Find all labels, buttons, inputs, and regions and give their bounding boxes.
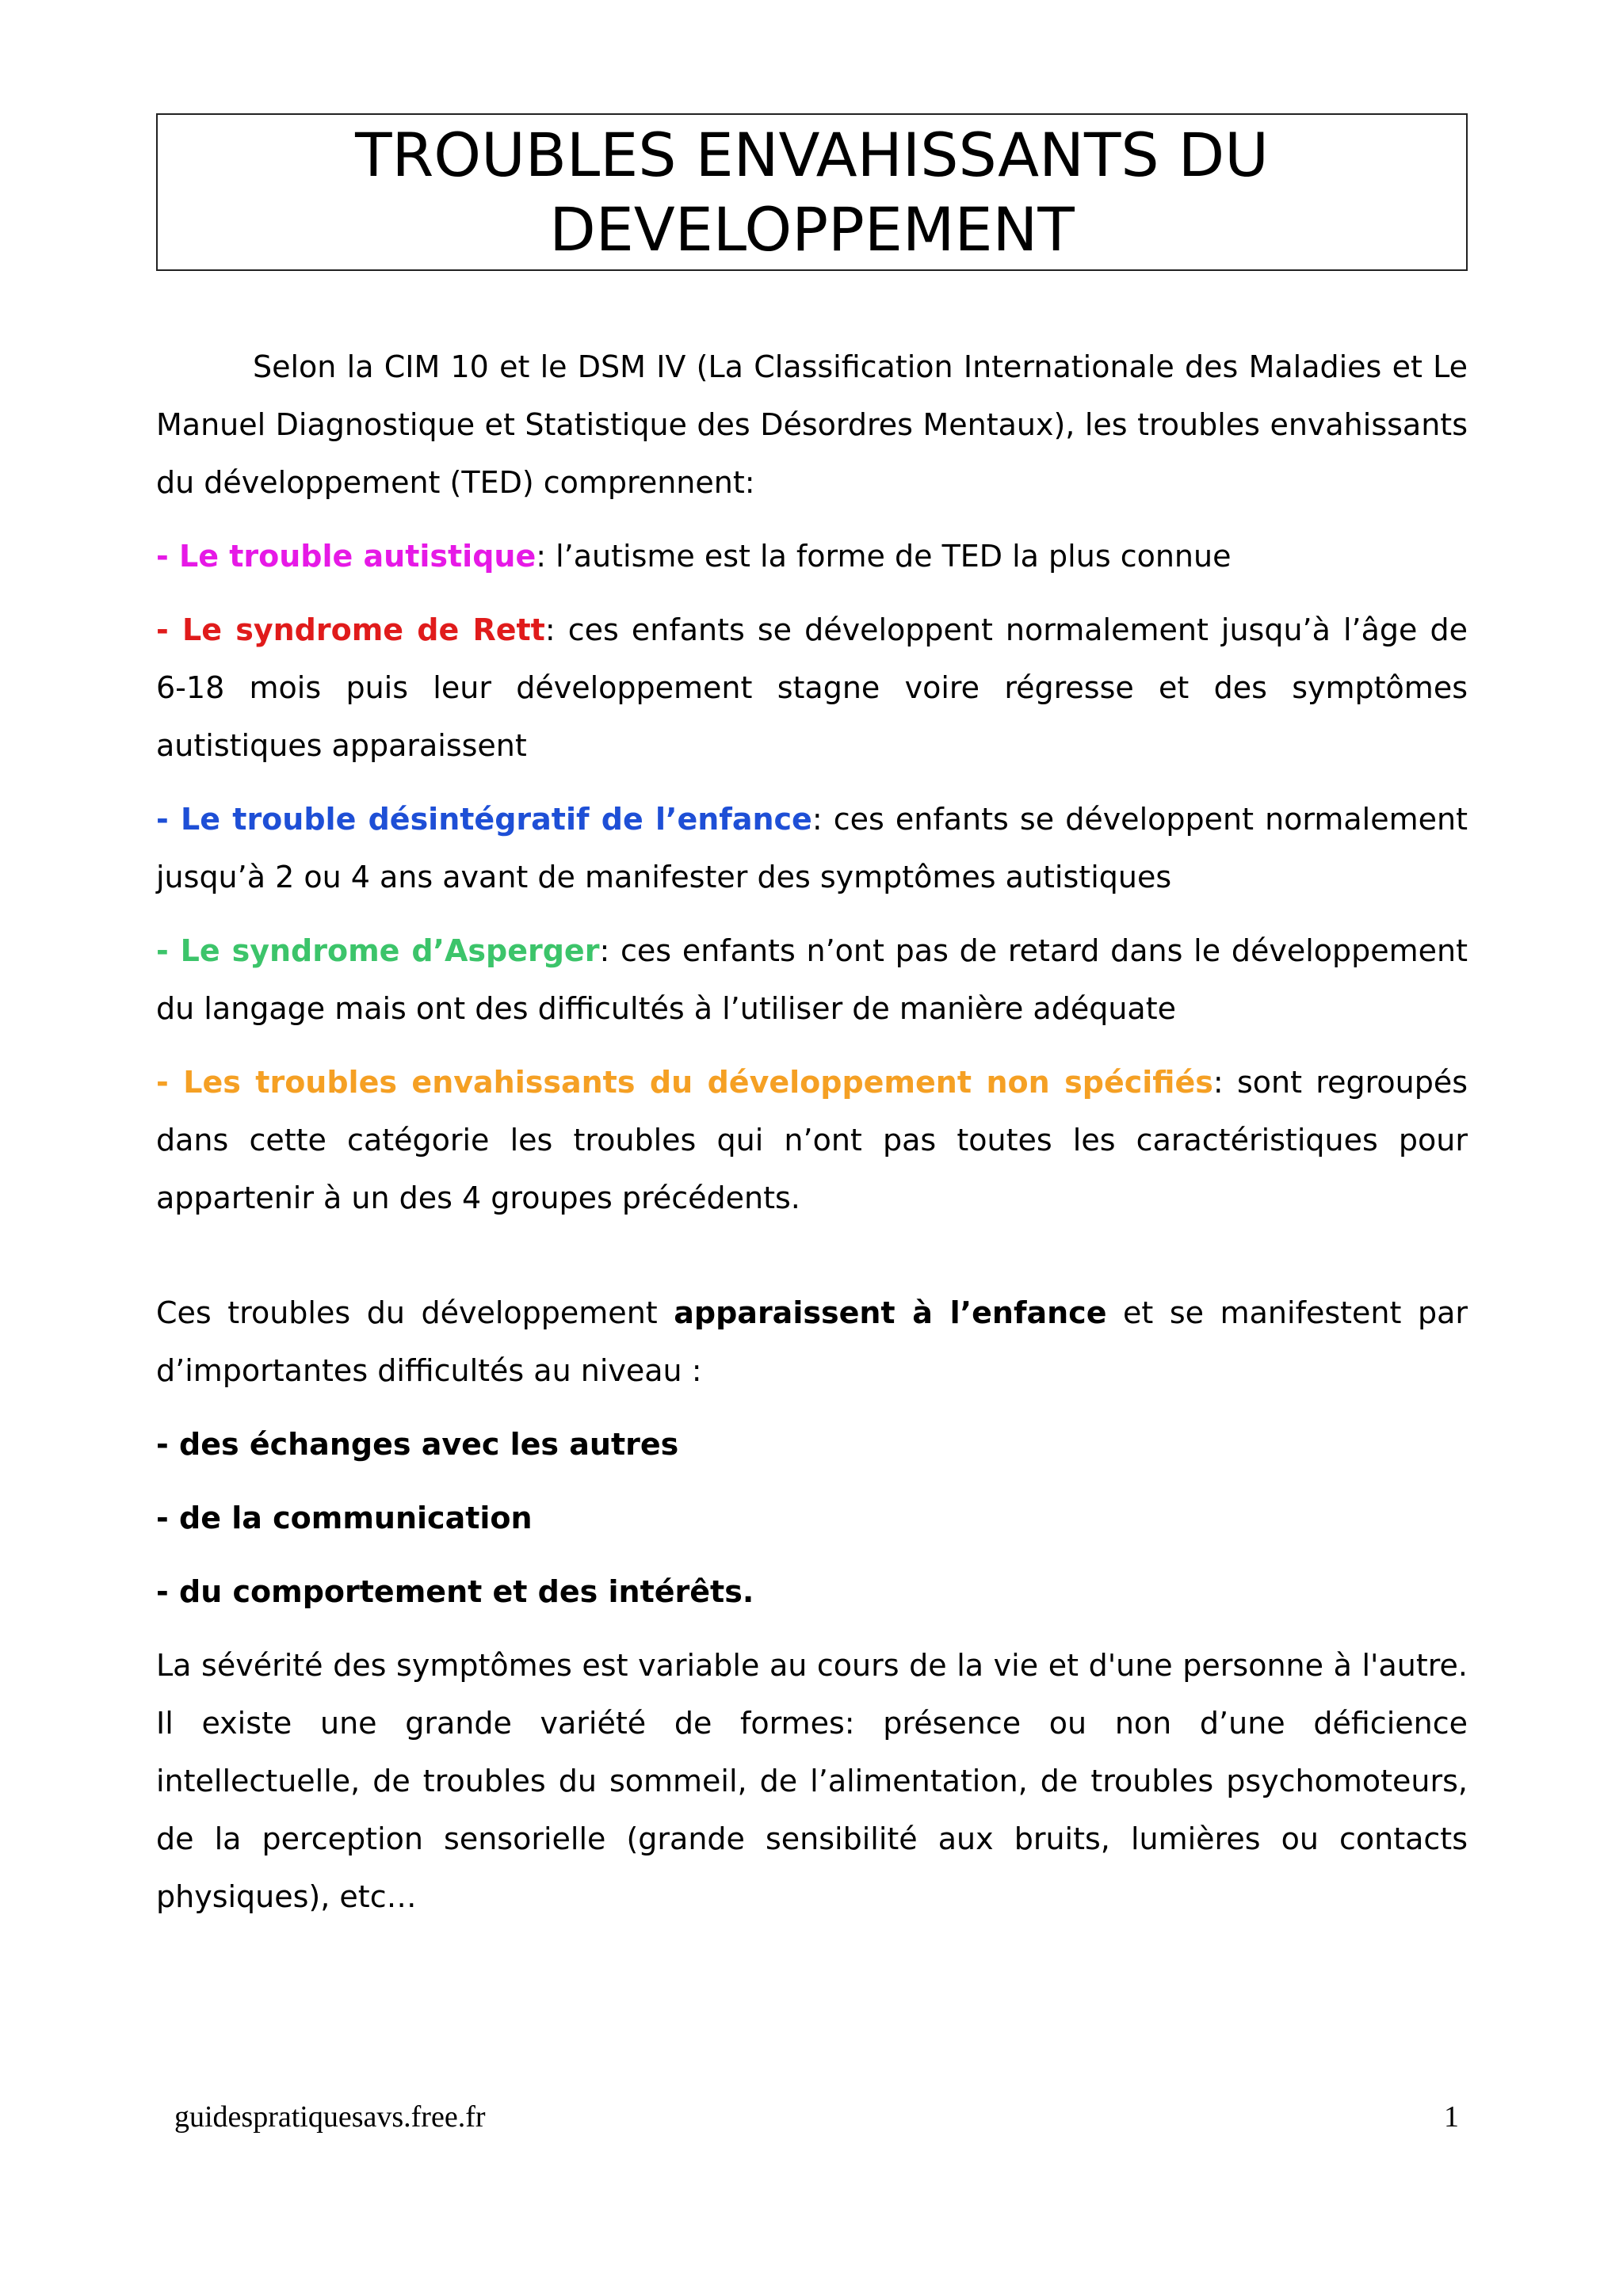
category-term: - Le trouble autistique — [156, 539, 537, 574]
category-term: - Les troubles envahissants du développement non spécifiés — [156, 1065, 1213, 1100]
category-item — [156, 601, 1468, 775]
difficulties-lead-paragraph — [156, 1284, 1468, 1400]
category-description: : l’autisme est la forme de TED la plus connue — [536, 539, 1232, 574]
lead-bold-text: apparaissent à l’enfance — [674, 1295, 1107, 1330]
footer-site-link[interactable]: guidespratiquesavs.free.fr — [174, 2100, 486, 2134]
category-item — [156, 1054, 1468, 1227]
closing-paragraph: La sévérité des symptômes est variable au cours de la vie et d'une personne à l'autre. Il existe une grande variété de formes: présence ou non d’une déficience intellectuelle, de troubles du sommeil, de l’alimentation, de troubles psychomoteurs, de la perception sensorielle (grande sensibilité aux bruits, lumières ou contacts physiques), etc… — [156, 1648, 1468, 1914]
category-item — [156, 922, 1468, 1038]
difficulties-section — [156, 1284, 1468, 1926]
intro-section — [156, 338, 1468, 1227]
page-title-line-2: DEVELOPPEMENT — [549, 193, 1075, 265]
category-description: : ces enfants se développent normalement jusqu’à l’âge de 6-18 mois puis leur développement stagne voire régresse et des symptômes autistiques apparaissent — [156, 612, 1468, 763]
difficulty-item: - des échanges avec les autres — [156, 1427, 679, 1462]
category-item — [156, 791, 1468, 906]
title-box — [156, 113, 1468, 271]
intro-paragraph: Selon la CIM 10 et le DSM IV (La Classification Internationale des Maladies et Le Manuel Diagnostique et Statistique des Désordres Mentaux), les troubles envahissants du développement (TED) comprennent: — [156, 349, 1468, 500]
category-term: - Le syndrome d’Asperger — [156, 933, 600, 968]
category-term: - Le syndrome de Rett — [156, 612, 545, 647]
difficulty-item: - de la communication — [156, 1501, 533, 1535]
lead-text: Ces troubles du développement — [156, 1295, 674, 1330]
page-title-line-1: TROUBLES ENVAHISSANTS DU — [355, 119, 1269, 190]
category-description: : sont regroupés dans cette catégorie les troubles qui n’ont pas toutes les caractéristiques pour appartenir à un des 4 groupes précédents. — [156, 1065, 1468, 1215]
category-term: - Le trouble désintégratif de l’enfance — [156, 802, 812, 837]
category-description: : ces enfants n’ont pas de retard dans le développement du langage mais ont des difficultés à l’utiliser de manière adéquate — [156, 933, 1468, 1026]
difficulty-item: - du comportement et des intérêts. — [156, 1574, 754, 1609]
lead-text-end: et se manifestent par d’importantes difficultés au niveau : — [156, 1295, 1468, 1388]
category-description: : ces enfants se développent normalement jusqu’à 2 ou 4 ans avant de manifester des symptômes autistiques — [156, 802, 1468, 894]
footer-page-number: 1 — [1444, 2100, 1459, 2134]
category-item — [156, 528, 1468, 585]
